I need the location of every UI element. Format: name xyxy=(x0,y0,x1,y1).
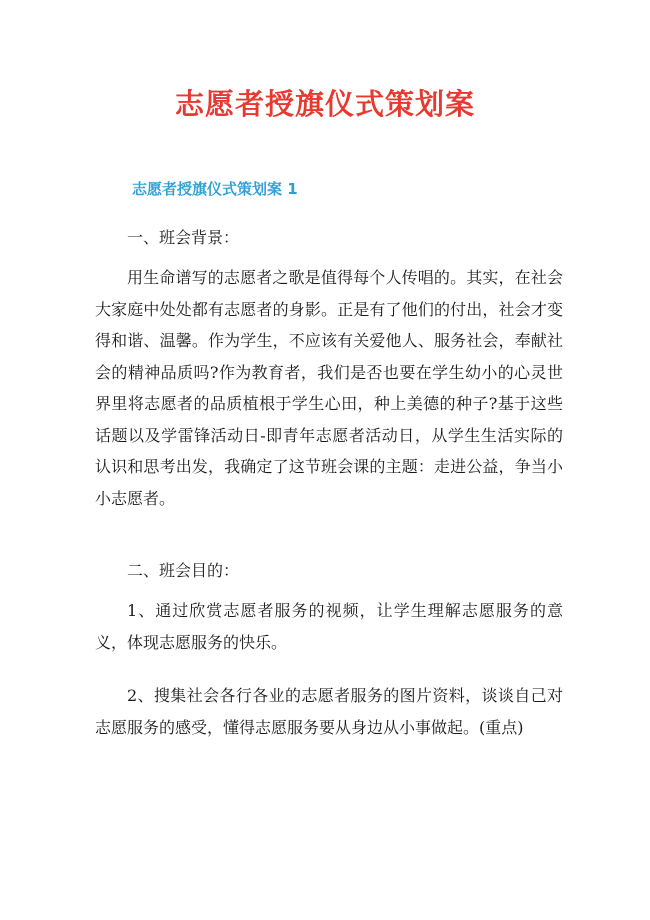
paragraph-purpose-item-1: 1、通过欣赏志愿者服务的视频，让学生理解志愿服务的意义，体现志愿服务的快乐。 xyxy=(95,601,563,652)
paragraph-background-body: 用生命谱写的志愿者之歌是值得每个人传唱的。其实，在社会大家庭中处处都有志愿者的身影。正是有了他们的付出，社会才变得和谐、温馨。作为学生，不应该有关爱他人、服务社会，奉献社会的精神品质吗?作为教育者，我们是否也要在学生幼小的心灵世界里将志愿者的品质植根于学生心田，种上美德的种子?基于这些话题以及学雷锋活动日-即青年志愿者活动日，从学生生活实际的认识和思考出发，我确定了这节班会课的主题：走进公益，争当小小志愿者。 xyxy=(95,268,563,508)
paragraph-background-heading: 一、班会背景： xyxy=(127,228,240,247)
paragraph-purpose-item-2: 2、搜集社会各行各业的志愿者服务的图片资料，谈谈自己对志愿服务的感受，懂得志愿服务要从身边从小事做起。(重点) xyxy=(95,686,563,737)
section-heading: 志愿者授旗仪式策划案 1 xyxy=(132,180,298,198)
paragraph-purpose-heading: 二、班会目的： xyxy=(127,561,240,580)
document-title: 志愿者授旗仪式策划案 xyxy=(174,87,475,121)
